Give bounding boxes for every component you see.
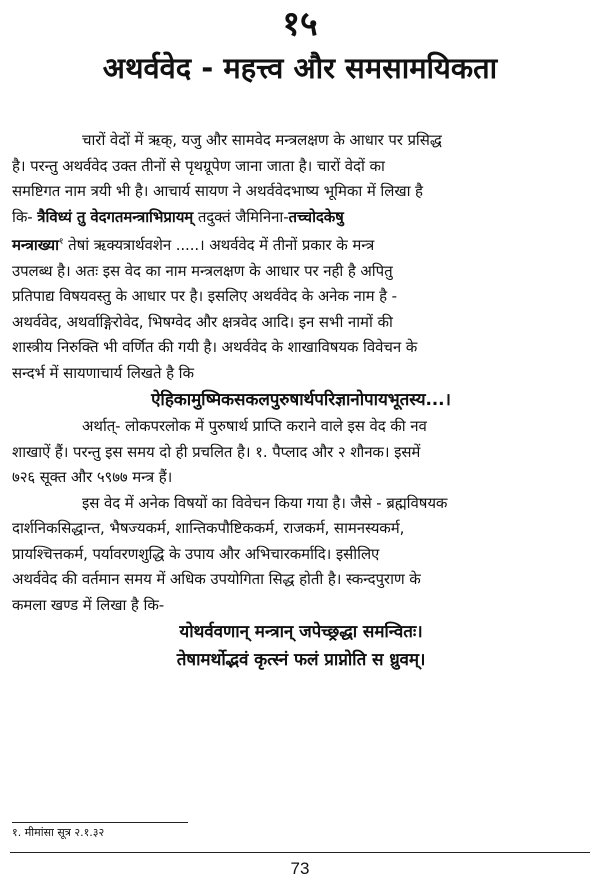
sanskrit-quote-bold: तच्चोदकेषु xyxy=(288,207,344,226)
paragraph-line: शाखाऐं हैं। परन्तु इस समय दो ही प्रचलित है। १. पैप्लाद और २ शौनक। इसमें xyxy=(12,442,421,461)
paragraph-line: सन्दर्भ में सायणाचार्य लिखते है कि xyxy=(12,363,194,382)
footnote: १. मीमांसा सूत्र २.१.३२ xyxy=(12,826,105,839)
sanskrit-quote-bold: मन्त्राख्या xyxy=(12,236,59,254)
paragraph-line xyxy=(12,205,590,231)
paragraph-line: प्रतिपाद्य विषयवस्तु के आधार पर है। इसलिए अथर्ववेद के अनेक नाम है - xyxy=(12,287,397,305)
sanskrit-quote: ऐहिकामुष्मिकसकलपुरुषार्थपरिज्ञानोपायभूतस्य...। xyxy=(151,390,451,410)
page-number: 73 xyxy=(290,859,310,878)
chapter-title: अथर्ववेद - महत्त्व और समसामयिकता xyxy=(102,51,498,85)
paragraph-line: है। परन्तु अथर्ववेद उक्त तीनों से पृथग्रूपेण जाना जाता है। चारों वेदों का xyxy=(12,156,385,175)
paragraph-line: दार्शनिकसिद्धान्त, भैषज्यकर्म, शान्तिकपौष्टिककर्म, राजकर्म, सामनस्यकर्म, xyxy=(12,519,405,537)
footnote-divider xyxy=(12,822,188,823)
text-span: तदुक्तं जैमिनिना- xyxy=(197,207,289,226)
verse-line: तेषामर्थोद्भवं कृत्स्नं फलं प्राप्नोति स ध्रुवम्। xyxy=(176,650,426,670)
paragraph-line: ७२६ सूक्त और ५९७७ मन्त्र हैं। xyxy=(12,468,173,486)
paragraph-line: इस वेद में अनेक विषयों का विवेचन किया गया है। जैसे - ब्रह्मविषयक xyxy=(82,493,448,512)
text-span: कि- xyxy=(12,207,33,226)
paragraph-line xyxy=(12,230,590,259)
paragraph-line: कमला खण्ड में लिखा है कि- xyxy=(12,595,165,614)
text-span: तेषां ऋक्यत्रार्थवशेन .....। अथर्ववेद में तीनों प्रकार के मन्त्र xyxy=(68,236,375,254)
verse-line: योथर्ववणान् मन्त्रान् जपेच्छ्रद्धा समन्वितः। xyxy=(179,622,423,642)
footnote-marker: १ xyxy=(58,237,64,247)
sanskrit-quote-bold: त्रैविध्यं तु वेदगतमन्त्राभिप्रायम् xyxy=(37,207,194,226)
paragraph-line: प्रायश्चित्तकर्म, पर्यावरणशुद्धि के उपाय और अभिचारकर्मादि। इसीलिए xyxy=(12,544,380,563)
paragraph-line: समष्टिगत नाम त्रयी भी है। आचार्य सायण ने अथर्ववेदभाष्य भूमिका में लिखा है xyxy=(12,182,423,200)
page-bottom-divider xyxy=(10,852,590,853)
chapter-number: १५ xyxy=(282,4,318,44)
paragraph-line: उपलब्ध है। अतः इस वेद का नाम मन्त्रलक्षण के आधार पर नही है अपितु xyxy=(12,261,393,280)
body-text xyxy=(12,128,590,674)
paragraph-line: चारों वेदों में ऋक्, यजु और सामवेद मन्त्रलक्षण के आधार पर प्रसिद्ध xyxy=(82,131,442,149)
paragraph-line: अर्थात्- लोकपरलोक में पुरुषार्थ प्राप्ति कराने वाले इस वेद की नव xyxy=(82,417,427,435)
paragraph-line: अथर्ववेद, अथर्वाङ्गिरोवेद, भिषग्वेद और क्षत्रवेद आदि। इन सभी नामों की xyxy=(12,312,393,331)
paragraph-line: अथर्ववेद की वर्तमान समय में अधिक उपयोगिता सिद्ध होती है। स्कन्दपुराण के xyxy=(12,570,421,588)
paragraph-line: शास्त्रीय निरुक्ति भी वर्णित की गयी है। अथर्ववेद के शाखाविषयक विवेचन के xyxy=(12,338,418,356)
